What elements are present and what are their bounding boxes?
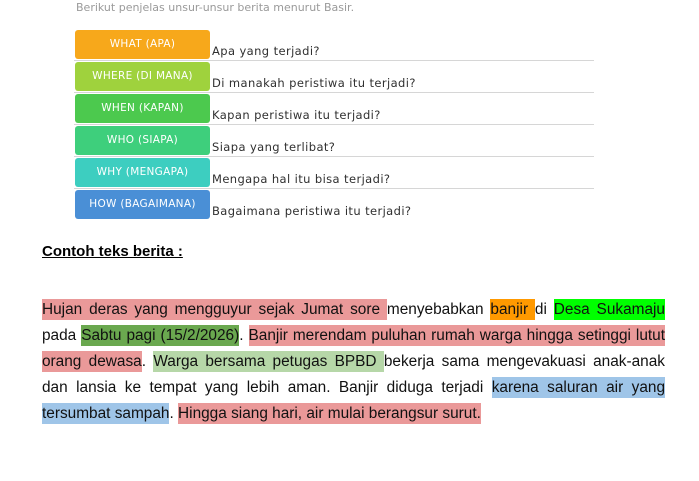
table-row xyxy=(74,125,594,157)
element-question: Mengapa hal itu bisa terjadi? xyxy=(212,172,391,186)
table-row xyxy=(74,93,594,125)
table-row xyxy=(74,189,594,220)
news-paragraph xyxy=(42,297,665,427)
highlight-how: Hingga siang hari, air mulai berangsur surut. xyxy=(178,405,481,422)
highlight-where: Desa Sukamaju xyxy=(553,301,665,318)
example-heading: Contoh teks berita : xyxy=(42,243,183,260)
plain-text: menyebabkan xyxy=(386,301,491,318)
table-row xyxy=(74,29,594,61)
element-question: Kapan peristiwa itu terjadi? xyxy=(212,108,381,122)
plain-text: . xyxy=(141,353,154,370)
element-question: Siapa yang terlibat? xyxy=(212,140,336,154)
table-row xyxy=(74,157,594,189)
element-question: Di manakah peristiwa itu terjadi? xyxy=(212,76,416,90)
element-label: WHY (MENGAPA) xyxy=(75,158,210,187)
highlight-why: karena saluran air yang tersumbat sampah xyxy=(42,379,666,422)
plain-text: . xyxy=(239,327,249,344)
element-label: WHERE (DI MANA) xyxy=(75,62,210,91)
element-question: Apa yang terjadi? xyxy=(212,44,320,58)
element-label: HOW (BAGAIMANA) xyxy=(75,190,210,219)
element-label: WHEN (KAPAN) xyxy=(75,94,210,123)
news-elements-table xyxy=(74,29,594,220)
highlight-what: Banjir merendam puluhan rumah warga hingga setinggi lutut orang dewasa xyxy=(42,327,665,370)
plain-text: di xyxy=(534,301,554,318)
highlight-what: banjir xyxy=(490,301,535,318)
intro-text: Berikut penjelas unsur-unsur berita menurut Basir. xyxy=(76,1,355,14)
highlight-what: Hujan deras yang mengguyur sejak Jumat sore xyxy=(42,301,387,318)
plain-text: . xyxy=(169,405,179,422)
plain-text: pada xyxy=(42,327,82,344)
element-label: WHAT (APA) xyxy=(75,30,210,59)
highlight-when: Sabtu pagi (15/2/2026) xyxy=(81,327,240,344)
plain-text: bekerja sama mengevakuasi anak-anak dan lansia ke tempat yang lebih aman. Banjir diduga terjadi xyxy=(42,353,665,396)
element-label: WHO (SIAPA) xyxy=(75,126,210,155)
table-row xyxy=(74,61,594,93)
highlight-who: Warga bersama petugas BPBD xyxy=(153,353,384,370)
element-question: Bagaimana peristiwa itu terjadi? xyxy=(212,204,412,218)
